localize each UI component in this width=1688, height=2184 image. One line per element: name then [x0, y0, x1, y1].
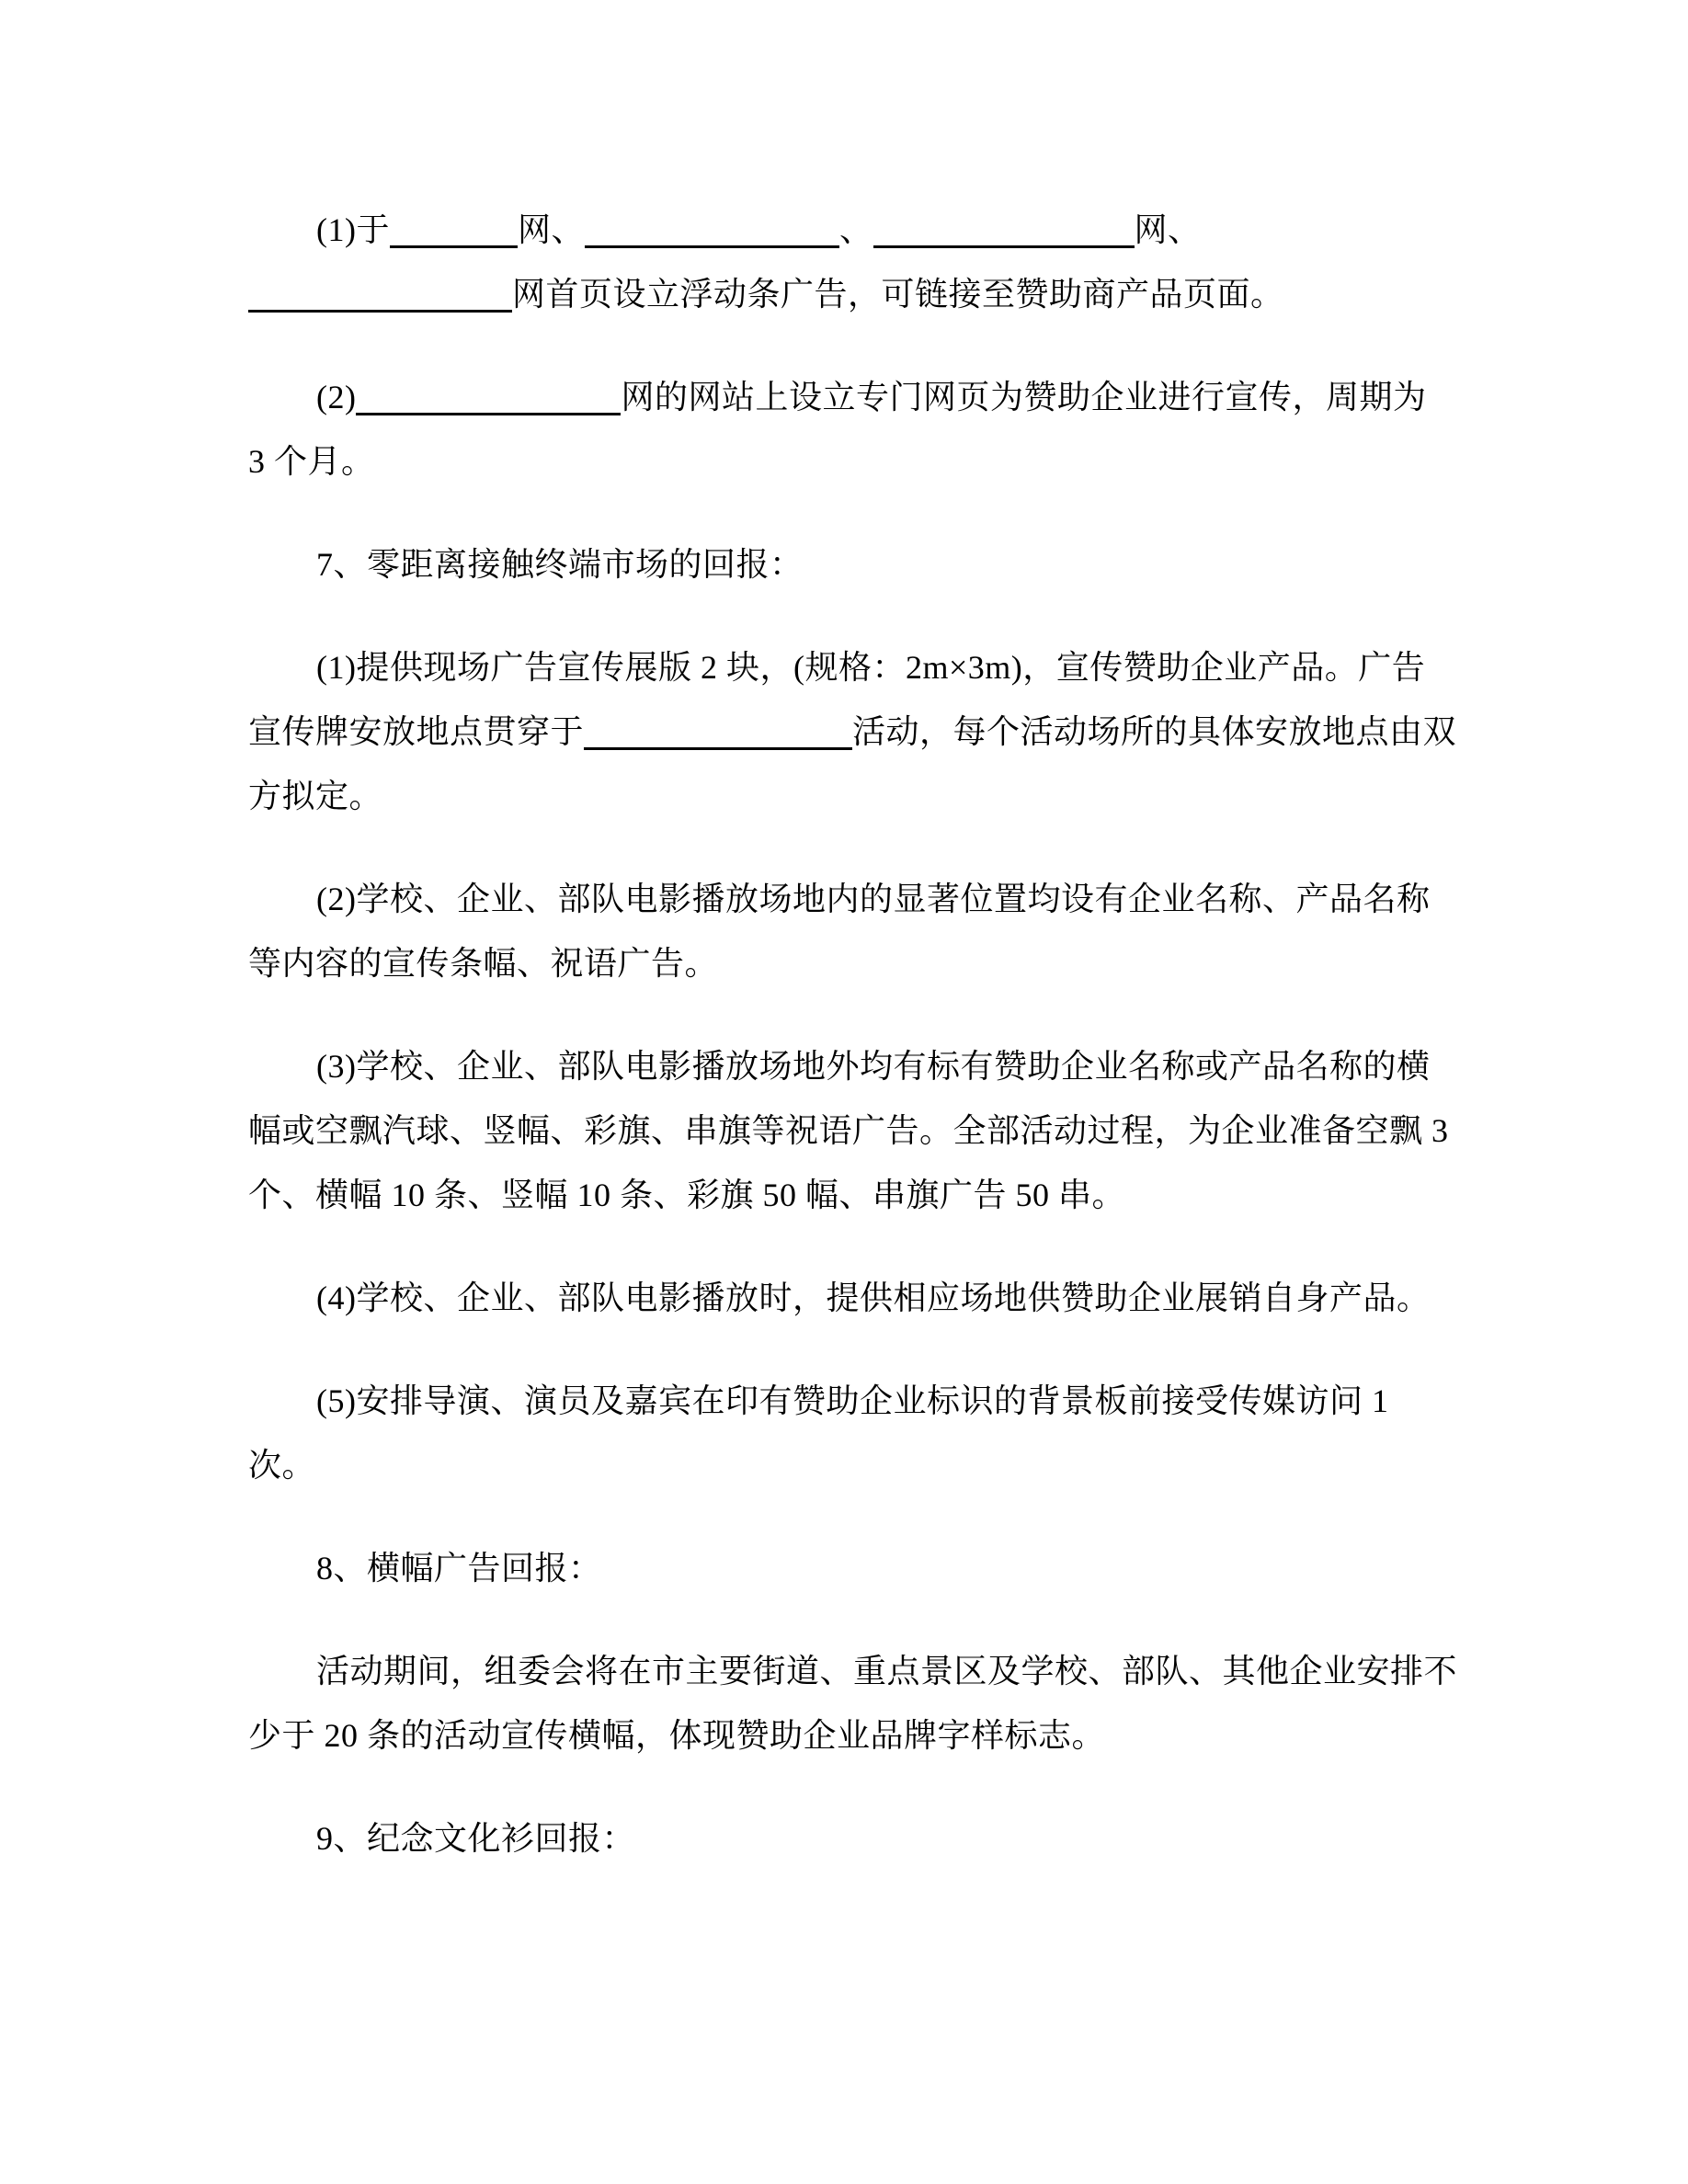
text-run: 、: [839, 211, 873, 248]
document-line: [248, 198, 1517, 262]
document-body: [248, 198, 1517, 1909]
paragraph-clause-7-heading: [248, 532, 1517, 597]
text-run: (1)于: [316, 211, 390, 248]
document-line: [248, 532, 1517, 597]
document-line: [248, 700, 1517, 764]
text-run: 活动，每个活动场所的具体安放地点由双: [852, 713, 1457, 750]
paragraph-clause-6-web-item-2: [248, 365, 1517, 494]
text-run: 7、零距离接触终端市场的回报：: [316, 546, 804, 583]
text-run: 网的网站上设立专门网页为赞助企业进行宣传，周期为: [621, 379, 1427, 415]
document-line: [248, 1369, 1517, 1433]
fill-in-blank-line: [873, 245, 1135, 248]
text-run: 方拟定。: [248, 778, 383, 814]
document-line: [248, 1266, 1517, 1330]
text-run: (3)学校、企业、部队电影播放场地外均有标有赞助企业名称或产品名称的横: [316, 1048, 1431, 1085]
document-line: [248, 1536, 1517, 1600]
text-run: 网首页设立浮动条广告，可链接至赞助商产品页面。: [512, 276, 1284, 313]
text-run: 网、: [517, 211, 585, 248]
document-line: [248, 429, 1517, 494]
fill-in-blank-line: [390, 245, 518, 248]
text-run: 网、: [1134, 211, 1202, 248]
document-line: [248, 1703, 1517, 1768]
document-line: [248, 1034, 1517, 1098]
document-line: [248, 867, 1517, 931]
text-run: (4)学校、企业、部队电影播放时，提供相应场地供赞助企业展销自身产品。: [316, 1280, 1431, 1316]
document-line: [248, 262, 1517, 326]
document-line: [248, 1639, 1517, 1703]
text-run: (5)安排导演、演员及嘉宾在印有赞助企业标识的背景板前接受传媒访问 1: [316, 1382, 1389, 1419]
document-line: [248, 1433, 1517, 1497]
document-line: [248, 635, 1517, 700]
fill-in-blank-line: [356, 413, 621, 415]
fill-in-blank-line: [584, 747, 852, 750]
text-run: 9、纪念文化衫回报：: [316, 1820, 636, 1857]
paragraph-clause-6-web-item-1: [248, 198, 1517, 326]
document-line: [248, 931, 1517, 995]
paragraph-clause-8-heading: [248, 1536, 1517, 1600]
paragraph-clause-7-item-2: [248, 867, 1517, 995]
text-run: (2)学校、企业、部队电影播放场地内的显著位置均设有企业名称、产品名称: [316, 881, 1431, 917]
text-run: 个、横幅 10 条、竖幅 10 条、彩旗 50 幅、串旗广告 50 串。: [248, 1177, 1126, 1213]
text-run: 宣传牌安放地点贯穿于: [248, 713, 585, 750]
paragraph-clause-9-heading: [248, 1806, 1517, 1871]
text-run: 活动期间，组委会将在市主要街道、重点景区及学校、部队、其他企业安排不: [316, 1653, 1458, 1689]
text-run: 等内容的宣传条幅、祝语广告。: [248, 945, 719, 982]
text-run: 8、横幅广告回报：: [316, 1550, 602, 1587]
paragraph-clause-7-item-5: [248, 1369, 1517, 1497]
document-line: [248, 1806, 1517, 1871]
text-run: 次。: [248, 1447, 316, 1484]
fill-in-blank-line: [585, 245, 839, 248]
document-line: [248, 1163, 1517, 1227]
paragraph-clause-7-item-4: [248, 1266, 1517, 1330]
text-run: 少于 20 条的活动宣传横幅，体现赞助企业品牌字样标志。: [248, 1717, 1106, 1754]
paragraph-clause-7-item-3: [248, 1034, 1517, 1227]
text-run: 3 个月。: [248, 443, 375, 480]
fill-in-blank-line: [248, 310, 512, 313]
document-line: [248, 365, 1517, 429]
document-line: [248, 764, 1517, 828]
paragraph-clause-7-item-1: [248, 635, 1517, 828]
text-run: 幅或空飘汽球、竖幅、彩旗、串旗等祝语广告。全部活动过程，为企业准备空飘 3: [248, 1112, 1449, 1149]
document-line: [248, 1098, 1517, 1163]
paragraph-clause-8-body: [248, 1639, 1517, 1768]
text-run: (1)提供现场广告宣传展版 2 块，(规格：2m×3m)，宣传赞助企业产品。广告: [316, 649, 1426, 686]
text-run: (2): [316, 379, 357, 415]
